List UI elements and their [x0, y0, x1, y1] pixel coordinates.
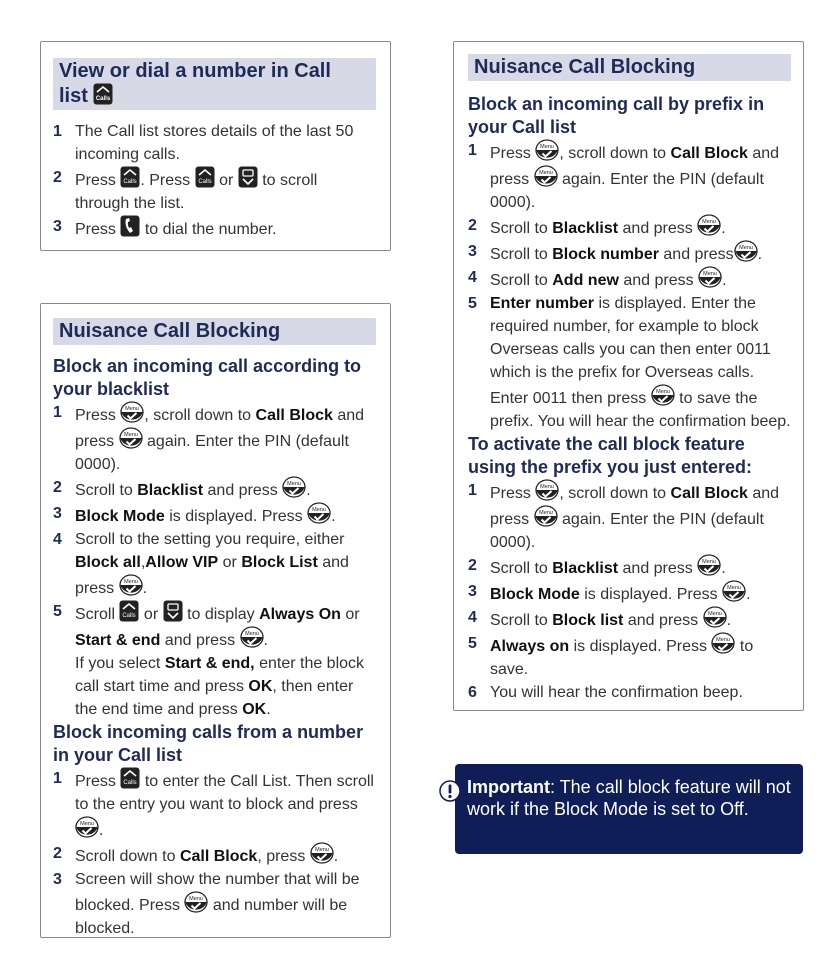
menu-ok-icon [711, 632, 735, 654]
left-subheading-call-list: Block incoming calls from a number in your Call list [53, 722, 364, 765]
list-item: 5 Enter number is displayed. Enter the required number, for example to block Overseas calls you can then enter 0011 which is the prefix for Overseas calls. Enter 0011 then press to save the prefix. You will hear the confirmation beep. [468, 295, 791, 430]
important-note [455, 764, 803, 854]
list-item: 1 Press , scroll down to Call Block and press again. Enter the PIN (default 0000). [53, 401, 376, 476]
list-item: 2 Press . Press or to scroll through the list. [53, 166, 376, 215]
menu-ok-icon [697, 554, 721, 576]
calls-icon [195, 166, 215, 188]
left-section-heading: Nuisance Call Blocking [53, 318, 376, 345]
down-arrow-icon [163, 600, 183, 622]
call-list-section [40, 41, 391, 251]
menu-ok-icon [240, 626, 264, 648]
list-item: 2 Scroll to Blacklist and press . [468, 554, 791, 580]
menu-ok-icon [722, 580, 746, 602]
menu-ok-icon [119, 574, 143, 596]
list-item: 5 Always on is displayed. Press to save. [468, 632, 791, 681]
calls-icon [119, 600, 139, 622]
list-item: 3 Block Mode is displayed. Press . [468, 580, 791, 606]
talk-icon [120, 215, 140, 237]
list-item: 2 Scroll to Blacklist and press . [53, 476, 376, 502]
menu-ok-icon [697, 214, 721, 236]
list-item: 1 The Call list stores details of the last 50 incoming calls. [53, 123, 354, 163]
menu-ok-icon [120, 401, 144, 423]
list-item: 1 Press , scroll down to Call Block and press again. Enter the PIN (default 0000). [468, 479, 791, 554]
menu-ok-icon [535, 139, 559, 161]
left-call-blocking-section [40, 303, 391, 938]
right-activate-steps [468, 479, 791, 704]
list-item: 1 Press to enter the Call List. Then scroll to the entry you want to block and press . [53, 767, 376, 842]
left-call-list-steps [53, 767, 376, 940]
menu-ok-icon [282, 476, 306, 498]
list-item: 2 Scroll to Blacklist and press . [468, 214, 791, 240]
left-blacklist-steps [53, 401, 376, 721]
menu-ok-icon [534, 505, 558, 527]
menu-ok-icon [703, 606, 727, 628]
right-prefix-steps [468, 139, 791, 433]
list-item: 2 Scroll down to Call Block, press . [53, 842, 376, 868]
menu-ok-icon [75, 816, 99, 838]
calls-icon [120, 166, 140, 188]
menu-ok-icon [307, 502, 331, 524]
list-item: 5 Scroll or to display Always On or Start & end and press . If you select Start & end, enter the block call start time and press OK, then enter the end time and press OK. [53, 600, 376, 721]
right-section-heading: Nuisance Call Blocking [468, 54, 791, 81]
menu-ok-icon [734, 240, 758, 262]
list-item: 3 Block Mode is displayed. Press . [53, 502, 376, 528]
list-item: 4 Scroll to Add new and press . [468, 266, 791, 292]
list-item: 3 Press to dial the number. [53, 215, 376, 241]
down-arrow-icon [238, 166, 258, 188]
right-call-blocking-section [453, 41, 804, 711]
menu-ok-icon [651, 384, 675, 406]
list-item: 6 You will hear the confirmation beep. [468, 684, 743, 701]
menu-ok-icon [184, 891, 208, 913]
list-item: 4 Scroll to the setting you require, either Block all,Allow VIP or Block List and press . [53, 531, 349, 597]
menu-ok-icon [535, 479, 559, 501]
important-label: Important [467, 777, 550, 797]
left-subheading-blacklist: Block an incoming call according to your blacklist [53, 356, 362, 399]
list-item: 4 Scroll to Block list and press . [468, 606, 791, 632]
menu-ok-icon [534, 165, 558, 187]
right-subheading-activate: To activate the call block feature using the prefix you just entered: [468, 434, 753, 477]
menu-ok-icon [698, 266, 722, 288]
list-item: 1 Press , scroll down to Call Block and press again. Enter the PIN (default 0000). [468, 139, 791, 214]
alert-icon [439, 780, 461, 802]
important-text: : The call block feature will not work if the Block Mode is set to Off. [467, 777, 791, 819]
calls-icon [120, 767, 140, 789]
call-list-steps [53, 120, 376, 241]
right-subheading-prefix: Block an incoming call by prefix in your Call list [468, 94, 765, 137]
menu-ok-icon [310, 842, 334, 864]
menu-ok-icon [119, 427, 143, 449]
list-item: 3 Screen will show the number that will be blocked. Press and number will be blocked. [53, 871, 360, 937]
list-item: 3 Scroll to Block number and press . [468, 240, 791, 266]
call-list-heading: View or dial a number in Call list [53, 58, 376, 110]
calls-icon [93, 83, 113, 105]
